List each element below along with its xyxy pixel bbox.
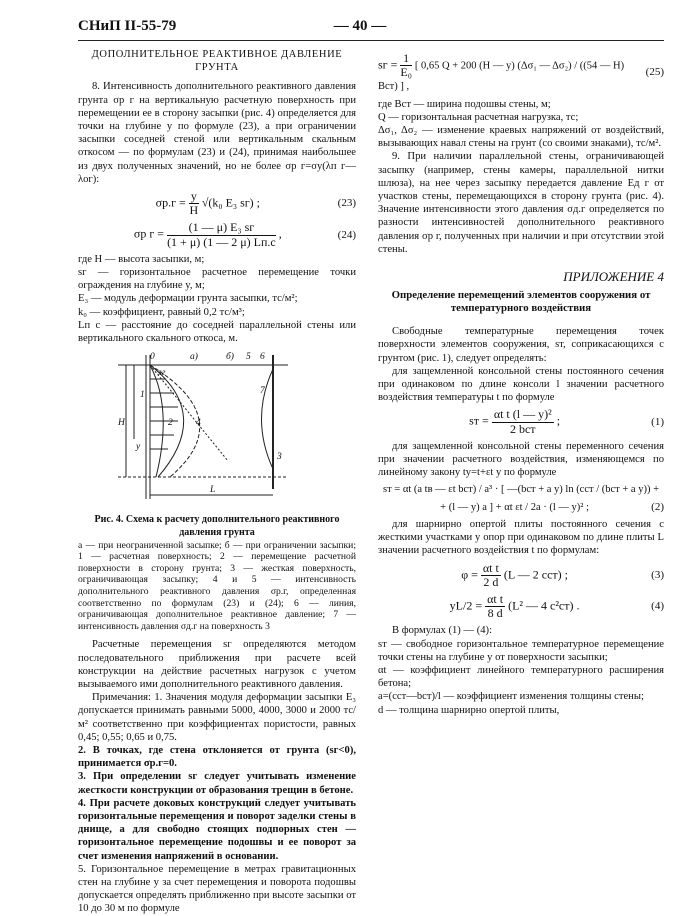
header-rule	[78, 40, 664, 41]
paragraph-case-1: для защемленной консольной стены постоянного сечения при одинаковом по длине консоли l значении расчетного воздействия температуры t по формуле	[378, 365, 664, 404]
label-7: 7	[260, 386, 265, 397]
label-a: а)	[190, 352, 198, 363]
formula-25-number: (25)	[645, 66, 664, 79]
formula-4-number: (4)	[651, 600, 664, 612]
label-3: 3	[277, 452, 282, 463]
appendix-title: ПРИЛОЖЕНИЕ 4	[563, 269, 664, 285]
definition-line: αt — коэффициент линейного температурного расширения бетона;	[378, 664, 664, 690]
formula-23-numerator: y	[190, 189, 197, 204]
paragraph-free-displacements: Свободные температурные перемещения точек поверхности элементов сооружения, sт, соприкасающихся с грунтом (рис. 1), следует определять:	[378, 326, 664, 364]
paragraph-8: 8. Интенсивность дополнительного реактивного давления грунта σр г на вертикальную расчетную поверхность при перемещении ее в сторону засыпки (рис. 4) определяется для точки на глубине y по формуле (23), а при ограничении засыпки соседней стеной или вертикальным скальным откосом — по формулам (23) и (24), принимая наибольшее из двух полученных значений, но не более σр г=σy(λп г—λог):	[78, 81, 356, 185]
formula-1-denominator: 2 bст	[509, 421, 536, 436]
note-1: Примечания: 1. Значения модуля деформации засыпки E₃ допускается принимать равными 5000, 4000, 3000 и 2000 тс/м² соответственно при коэффициентах пористости, равных 0,45; 0,55; 0,65 и 0,75.	[78, 692, 356, 743]
formula-2-first-line: sт = αt (a tв — εt bст) / a³ · [ —(bст + a y) ln (cст / (bст + a y)) +	[382, 484, 660, 496]
label-4: 4	[196, 418, 201, 429]
note-2: 2. В точках, где стена отклоняется от грунта (sг<0), принимается σр.г=0.	[78, 745, 356, 770]
formula-1-lhs: sт =	[469, 413, 489, 428]
formula-24	[78, 221, 356, 248]
note-3: 3. При определении sг следует учитывать изменение жесткости конструкции от образования трещин в бетоне.	[78, 771, 356, 796]
paragraph-in-formulas: В формулах (1) — (4):	[392, 625, 493, 637]
formula-25-lhs: sг =	[378, 57, 398, 72]
label-sr: sг	[158, 368, 166, 379]
section-title: ДОПОЛНИТЕЛЬНОЕ РЕАКТИВНОЕ ДАВЛЕНИЕ ГРУНТА	[91, 49, 343, 74]
page-number: — 40 —	[333, 18, 387, 34]
definition-line: где Bст — ширина подошвы стены, м;	[378, 98, 551, 110]
appendix-subtitle: Определение перемещений элементов сооружения от температурного воздействия	[391, 289, 651, 315]
formula-25-numerator: 1	[400, 52, 412, 66]
definition-line: E₃ — модуль деформации грунта засыпки, тс/м²;	[78, 293, 298, 305]
formula-24-numerator: (1 — μ) E₃ sг	[167, 221, 276, 235]
paragraph-case-3: для шарнирно опертой плиты постоянного сечения с жесткими участками у опор при одинаковом по длине плиты L значении расчетного воздействия t по формулам:	[378, 518, 664, 557]
formula-23-denominator: H	[189, 203, 199, 218]
label-l: L	[210, 485, 216, 496]
note-4: 4. При расчете доковых конструкций следует учитывать горизонтальные перемещения и поворот заделки стены в днище, а для свободно стоящих подпорных стен — горизонтальное перемещение подошвы и ее поворот за счет изменения напряжений в основании.	[78, 797, 356, 862]
formula-24-rest: ,	[278, 226, 282, 241]
formula-3-denominator: 2 d	[483, 574, 499, 589]
formula-24-denominator: (1 + μ) (1 — 2 μ) Lп.с	[167, 234, 276, 249]
formula-1-number: (1)	[651, 415, 664, 428]
definition-line: a=(cст—bст)/l — коэффициент изменения толщины стены;	[378, 691, 644, 703]
label-h: H	[118, 418, 125, 429]
figure-legend: а — при неограниченной засыпке; б — при ограничении засыпки; 1 — расчетная поверхность; 2 — перемещение расчетной поверхности в сторону грунта; 3 — жесткая поверхность, ограничивающая засыпку; 4 и 5 — интенсивность дополнительного реактивного давления σр.г, определенная соответственно по формулам (23) и (24); 6 — линия, ограничивающая дополнительное реактивное давление; 7 — интенсивность давления σд.г на поверхность 3	[78, 539, 356, 632]
definition-line: sг — горизонтальное расчетное перемещение точки ограждения на глубине y, м;	[78, 267, 356, 292]
formula-3	[378, 562, 664, 589]
formula-24-lhs: σр г =	[133, 226, 165, 241]
formula-3-numerator: αt t	[482, 560, 499, 575]
formula-23-number: (23)	[337, 197, 356, 210]
paragraph-calculation: Расчетные перемещения sг определяются методом последовательного приближения при расчете всей конструкции на действие расчетных нагрузок с учетом вызываемого ими дополнительного реактивного давления.	[78, 639, 356, 691]
definition-line: d — толщина шарнирно опертой плиты,	[378, 704, 560, 716]
label-5: 5	[246, 352, 251, 363]
document-code: СНиП II-55-79	[78, 18, 177, 34]
formula-3-number: (3)	[651, 568, 664, 581]
formula-3-lhs: φ =	[461, 566, 478, 581]
formula-4-numerator: αt t	[487, 591, 504, 606]
formula-1-rest: ;	[556, 413, 561, 428]
formula-1-numerator: αt t (l — y)²	[493, 407, 552, 422]
formula-4-lhs: yL/2 =	[449, 598, 483, 613]
formula-23-rest: √(k₀ E₃ sг) ;	[201, 195, 261, 210]
paragraph-case-2: для защемленной консольной стены переменного сечения при значении расчетного воздействия, изменяющемся по линейному закону ty=t+εt y по формуле	[378, 440, 664, 479]
label-1: 1	[140, 390, 145, 401]
note-5: 5. Горизонтальное перемещение в метрах гравитационных стен на глубине y за счет перемещения и поворота подошвы допускается определять приближенно при высоте засыпки от 10 до 30 м по формуле	[78, 863, 356, 915]
label-2: 2	[168, 418, 173, 429]
definition-line: Q — горизонтальная расчетная нагрузка, тс;	[378, 111, 579, 123]
formula-3-rest: (L — 2 cст) ;	[503, 566, 568, 581]
definition-line: sт — свободное горизонтальное температурное перемещение точки стены на глубине y от поверхности засыпки;	[378, 638, 664, 663]
figure-caption: Рис. 4. Схема к расчету дополнительного реактивного давления грунта	[94, 514, 340, 539]
formula-25-body: [ 0,65 Q + 200 (H — y) (Δσ₁ — Δσ₂) / ((54 — H) Bст) ] ,	[378, 60, 625, 93]
paragraph-9: 9. При наличии параллельной стены, ограничивающей засыпку (например, стены камеры, параллельной нитки шлюза), на нее через засыпку передается давление Eд г от участков стены, перемещающихся в сторону грунта (рис. 4). Значение интенсивности этого давления σд.г определяется по разности интенсивностей дополнительного реактивного давления σр г, полученных при наличии и при отсутствии этой стены.	[378, 151, 664, 255]
figure-4-diagram	[78, 349, 356, 509]
formula-4	[378, 593, 664, 620]
right-column	[378, 48, 664, 717]
formula-2-second-line: + (l — y) a ] + αt εt / 2a · (l — y)² ;	[440, 501, 589, 513]
label-6: 6	[260, 352, 265, 363]
page-header	[0, 14, 700, 40]
formula-25-denominator: E₀	[400, 65, 412, 80]
pressure-curve-7	[262, 369, 274, 469]
figure-4	[78, 349, 356, 509]
formula-23	[78, 190, 356, 217]
definition-line: Δσ₁, Δσ₂ — изменение краевых напряжений от воздействий, вызывающих навал стены на грунт (со своими знаками), тс/м².	[378, 125, 664, 150]
label-0: 0	[150, 352, 155, 363]
label-y: y	[136, 442, 141, 453]
formula-4-rest: (L² — 4 c²ст) .	[508, 598, 580, 613]
formula-23-lhs: σр.г =	[155, 195, 186, 210]
formula-1	[378, 408, 664, 435]
formula-2-line-2	[378, 501, 664, 514]
formula-25	[378, 52, 664, 94]
definition-line: Lп с — расстояние до соседней параллельной стены или вертикального скального откоса, м.	[78, 319, 356, 345]
formula-24-number: (24)	[337, 228, 356, 241]
formula-4-denominator: 8 d	[487, 606, 503, 621]
definition-line: где H — высота засыпки, м;	[78, 253, 205, 265]
formula-2-number: (2)	[651, 500, 664, 513]
formula-2-line-1	[378, 483, 664, 496]
definition-line: k₀ — коэффициент, равный 0,2 тс/м³;	[78, 306, 245, 318]
label-b: б)	[226, 352, 234, 363]
left-column	[78, 48, 356, 916]
